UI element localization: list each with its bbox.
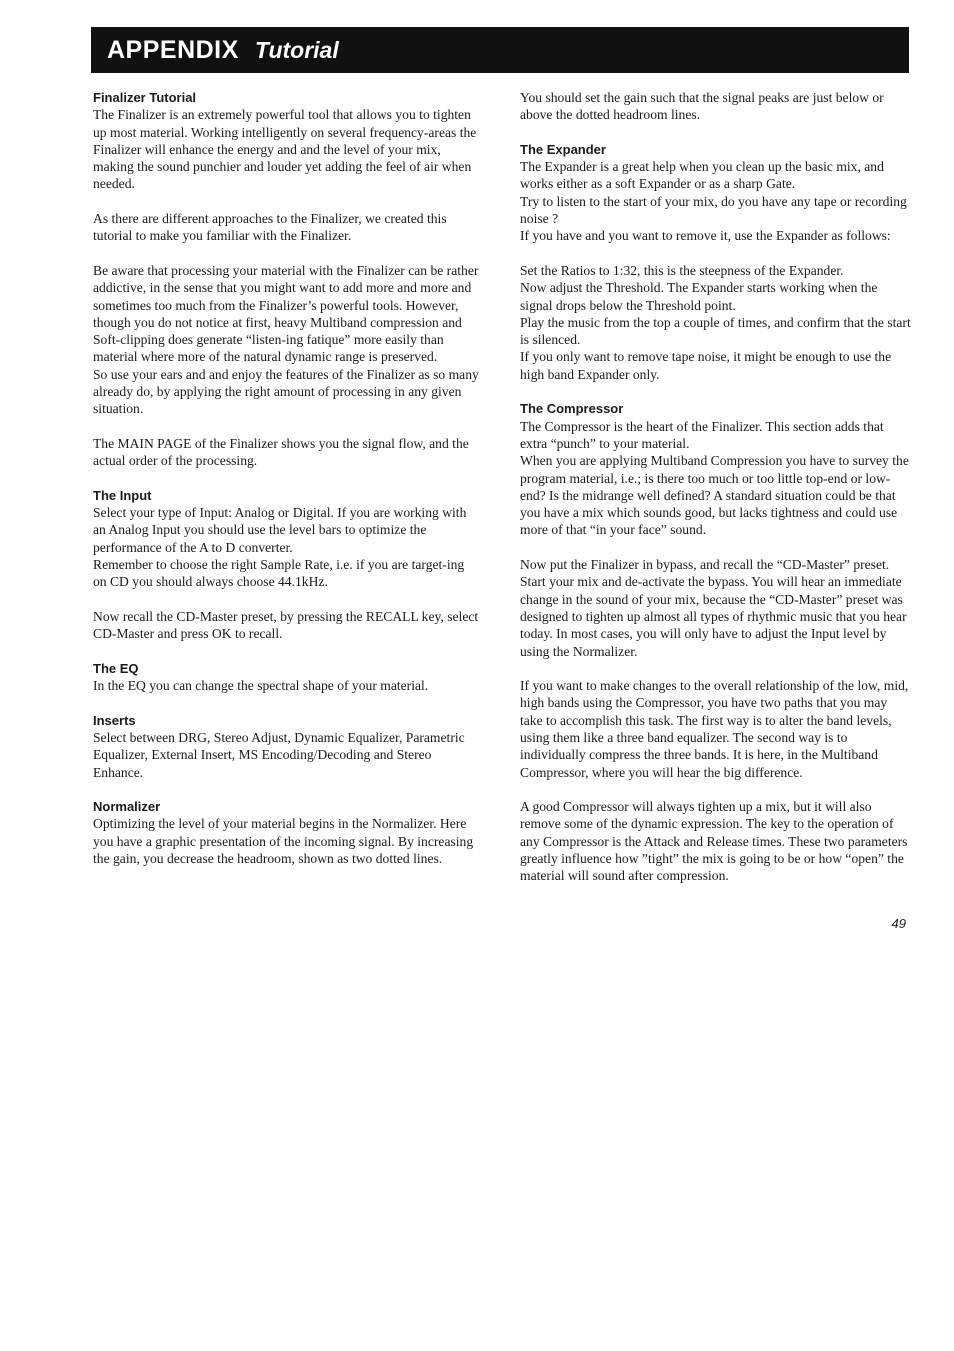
heading-the-input: The Input: [93, 487, 152, 503]
paragraph: So use your ears and and enjoy the features of the Finalizer as so many already do, by applying the right amount of processing in any given situation.: [93, 366, 479, 417]
paragraph: You should set the gain such that the signal peaks are just below or above the dotted headroom lines.: [520, 90, 884, 123]
paragraph: A good Compressor will always tighten up a mix, but it will also remove some of the dynamic expression. The key to the operation of any Compressor is the Attack and Release times. These two parameters greatly influence how ”tight” the mix is going to be or how “open” the material will sound after compression.: [520, 799, 908, 884]
paragraph: Now adjust the Threshold. The Expander starts working when the signal drops below the Threshold point.: [520, 280, 878, 313]
paragraph: Remember to choose the right Sample Rate, i.e. if you are target-ing on CD you should always choose 44.1kHz.: [93, 557, 465, 590]
heading-the-expander: The Expander: [520, 141, 606, 157]
paragraph: The Finalizer is an extremely powerful tool that allows you to tighten up most material. Working intelligently on several frequency-areas the Finalizer will enhance the energy and and the level of your mix, making the sound punchier and louder yet adding the feel of air when needed.: [93, 107, 477, 192]
paragraph: Play the music from the top a couple of times, and confirm that the start is silenced.: [520, 314, 911, 348]
paragraph: Select your type of Input: Analog or Digital. If you are working with an Analog Input you should use the level bars to optimize the performance of the A to D converter.: [93, 505, 467, 555]
paragraph: Be aware that processing your material with the Finalizer can be rather addictive, in the sense that you might want to add more and more and sometimes too much from the Finalizer’s powerful tools. However, though you do not notice at first, heavy Multiband compression and Soft-clipping does generate “listen-ing fatique” more easily than material where more of the natural dynamic range is preserved.: [93, 262, 479, 365]
paragraph: If you only want to remove tape noise, it might be enough to use the high band Expander only.: [520, 349, 892, 382]
paragraph: The Compressor is the heart of the Finalizer. This section adds that extra “punch” to your material.: [520, 418, 884, 451]
left-column: [93, 89, 481, 867]
paragraph: Try to listen to the start of your mix, do you have any tape or recording noise ?: [520, 193, 907, 227]
paragraph: If you have and you want to remove it, use the Expander as follows:: [520, 228, 891, 244]
paragraph: When you are applying Multiband Compression you have to survey the program material, i.e.; is there too much or too little top-end or low-end? Is the midrange well defined? A standard situation could be that you have a mix which sounds good, but lacks tightness and could use more of that “in your face” sound.: [520, 453, 909, 538]
paragraph: In the EQ you can change the spectral shape of your material.: [93, 678, 429, 694]
paragraph: Now put the Finalizer in bypass, and recall the “CD-Master” preset. Start your mix and de-activate the bypass. You will hear an immediate change in the sound of your mix, because the “CD-Master” preset was designed to tighten up almost all types of rhythmic music that you hear today. In most cases, you will only have to adjust the Input level by using the Normalizer.: [520, 557, 907, 659]
section-banner: [91, 27, 909, 73]
heading-finalizer-tutorial: Finalizer Tutorial: [93, 90, 197, 105]
banner-subtitle: Tutorial: [254, 36, 339, 63]
heading-the-eq: The EQ: [93, 660, 139, 676]
paragraph: Optimizing the level of your material begins in the Normalizer. Here you have a graphic presentation of the incoming signal. By increasing the gain, you decrease the headroom, shown as two dotted lines.: [93, 816, 474, 867]
heading-inserts: Inserts: [93, 712, 136, 728]
page-number: 49: [891, 916, 906, 931]
heading-the-compressor: The Compressor: [520, 401, 624, 417]
right-column: [520, 89, 912, 885]
banner-title: APPENDIX: [107, 35, 239, 64]
paragraph: Now recall the CD-Master preset, by pressing the RECALL key, select CD-Master and press OK to recall.: [93, 608, 479, 642]
paragraph: If you want to make changes to the overall relationship of the low, mid, high bands using the Compressor, you have two paths that you may take to accomplish this task. The first way is to alter the band levels, using them like a three band equalizer. The second way is to individually compress the three bands. It is here, in the Multiband Compressor, where you will hear the big difference.: [520, 678, 909, 780]
heading-normalizer: Normalizer: [93, 799, 161, 815]
paragraph: As there are different approaches to the Finalizer, we created this tutorial to make you familiar with the Finalizer.: [93, 211, 447, 244]
paragraph: Set the Ratios to 1:32, this is the steepness of the Expander.: [520, 262, 844, 278]
paragraph: The Expander is a great help when you clean up the basic mix, and works either as a soft Expander or as a sharp Gate.: [520, 159, 884, 192]
paragraph: The MAIN PAGE of the Finalizer shows you the signal flow, and the actual order of the processing.: [93, 435, 469, 469]
paragraph: Select between DRG, Stereo Adjust, Dynamic Equalizer, Parametric Equalizer, External Insert, MS Encoding/Decoding and Stereo Enhance.: [93, 729, 465, 780]
